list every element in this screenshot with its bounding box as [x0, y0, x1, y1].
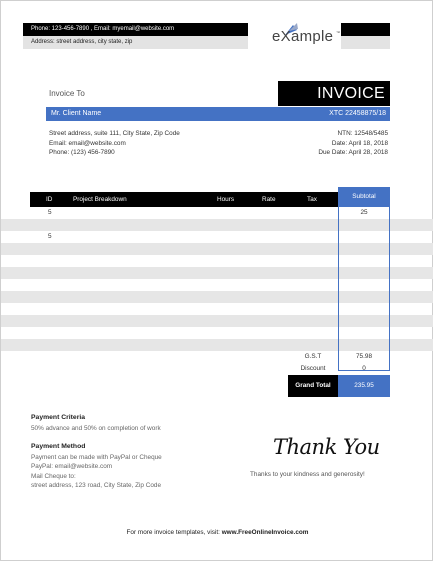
table-row: [1, 303, 433, 315]
due-date: Due Date: April 28, 2018: [318, 149, 388, 157]
payment-method: [31, 442, 162, 491]
payment-method-line3: Mail Cheque to:: [31, 472, 76, 480]
row-id: 5: [48, 233, 52, 240]
table-row: [1, 243, 433, 255]
client-phone: Phone: (123) 456-7890: [49, 149, 115, 157]
table-row: [1, 231, 433, 243]
table-row: [1, 207, 433, 219]
invoice-date: Date: April 18, 2018: [331, 139, 388, 147]
gst-row: [1, 351, 433, 363]
discount-label: Discount: [300, 365, 326, 372]
invoice-title: INVOICE: [278, 81, 390, 106]
discount-value: 0: [362, 365, 366, 372]
table-row: [1, 267, 433, 279]
logo-trademark: ™: [336, 30, 340, 35]
thank-you-signature: Thank You: [273, 435, 380, 459]
table-row: [1, 255, 433, 267]
contact-line: Phone: 123-456-7890 , Email: myemail@website.com: [23, 23, 248, 36]
client-email: Email: email@website.com: [49, 139, 126, 147]
client-address: Street address, suite 111, City State, Zip Code: [49, 130, 180, 137]
footer-link[interactable]: www.FreeOnlineInvoice.com: [221, 529, 309, 536]
grand-total-label: Grand Total: [295, 382, 331, 389]
payment-criteria-text: 50% advance and 50% on completion of work: [31, 424, 161, 432]
table-row: [1, 279, 433, 291]
footer-prefix: For more invoice templates, visit:: [126, 529, 222, 536]
table-row: [1, 327, 433, 339]
header-id: ID: [46, 196, 53, 203]
client-bar: [46, 107, 390, 121]
grand-total-value: 235.95: [338, 375, 390, 397]
logo-text: eXample: [272, 28, 334, 45]
header-accent-dark: [341, 23, 390, 36]
invoice-meta: [318, 129, 388, 158]
table-body: [1, 207, 433, 351]
row-subtotal: 25: [360, 209, 368, 216]
payment-criteria-title: Payment Criteria: [31, 414, 86, 421]
payment-method-line1: Payment can be made with PayPal or Cheque: [31, 453, 162, 461]
header-hours: Hours: [217, 196, 235, 203]
payment-method-line2: PayPal: email@website.com: [31, 463, 113, 471]
payment-criteria: [31, 413, 161, 433]
ntn-number: NTN: 12548/5485: [337, 130, 388, 137]
discount-row: [1, 363, 433, 375]
row-id: 5: [48, 209, 52, 216]
table-row: [1, 339, 433, 351]
header-subtotal: Subtotal: [338, 187, 390, 207]
table-row: [1, 219, 433, 231]
gst-label: G.S.T: [304, 353, 322, 360]
client-details: [49, 129, 180, 158]
table-header: [30, 192, 390, 207]
header-project: Project Breakdown: [73, 196, 127, 203]
payment-method-title: Payment Method: [31, 443, 86, 450]
table-row: [1, 291, 433, 303]
client-name: Mr. Client Name: [51, 110, 102, 117]
thank-you-message: Thanks to your kindness and generosity!: [250, 471, 365, 478]
header-tax: Tax: [307, 196, 317, 203]
gst-value: 75.98: [356, 353, 372, 360]
header-rate: Rate: [262, 196, 276, 203]
header-accent-light: [341, 36, 390, 49]
client-reference: XTC 22458875/18: [329, 110, 386, 117]
payment-method-line4: street address, 123 road, City State, Zip Code: [31, 482, 162, 490]
table-row: [1, 315, 433, 327]
address-line: Address: street address, city state, zip: [23, 36, 248, 49]
invoice-to-label: Invoice To: [49, 89, 85, 98]
footer: [1, 529, 433, 536]
